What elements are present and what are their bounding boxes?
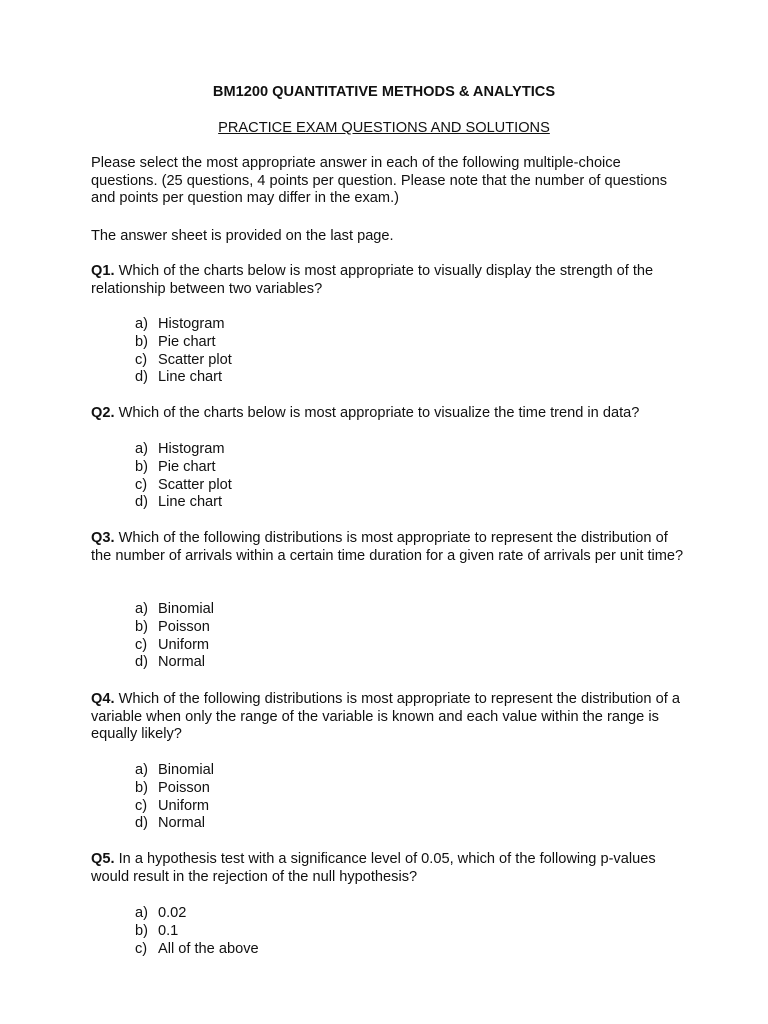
option-text: Uniform xyxy=(158,636,210,653)
option-item xyxy=(135,923,259,941)
question-number: Q1. xyxy=(91,263,115,279)
option-text: Uniform xyxy=(158,797,210,814)
option-letter: d) xyxy=(135,369,148,386)
question-number: Q5. xyxy=(91,851,115,867)
option-text: Binomial xyxy=(158,762,214,778)
option-text: Normal xyxy=(158,654,206,671)
option-letter: a) xyxy=(135,905,148,921)
option-letter: a) xyxy=(135,441,148,457)
question-text: Which of the following distributions is most appropriate to represent the distribution of the number of arrivals within a certain time duration for a given rate of arrivals per unit time? xyxy=(91,530,684,564)
question-text: In a hypothesis test with a significance level of 0.05, which of the following p-values would result in the rejection of the null hypothesis? xyxy=(91,851,656,885)
option-item xyxy=(135,459,232,477)
question-1-options xyxy=(135,316,232,387)
option-item xyxy=(135,494,232,512)
option-letter: c) xyxy=(135,940,148,957)
option-item xyxy=(135,762,214,780)
option-letter: d) xyxy=(135,494,148,511)
option-item xyxy=(135,601,214,619)
intro-paragraph: Please select the most appropriate answer in each of the following multiple-choice questions. (25 questions, 4 points per question. Please note that the number of questions and points per question may differ in the exam.) xyxy=(91,155,668,207)
option-text: Scatter plot xyxy=(158,351,232,368)
option-text: Poisson xyxy=(158,779,210,796)
option-text: Pie chart xyxy=(158,333,216,350)
option-letter: b) xyxy=(135,618,148,635)
option-text: Line chart xyxy=(158,494,223,511)
question-2-options xyxy=(135,441,232,512)
option-item xyxy=(135,477,232,495)
option-letter: a) xyxy=(135,762,148,778)
question-5 xyxy=(91,851,691,886)
question-3-options xyxy=(135,601,214,672)
option-letter: c) xyxy=(135,636,148,653)
option-item xyxy=(135,637,214,655)
option-letter: b) xyxy=(135,922,148,939)
option-item xyxy=(135,654,214,672)
question-2 xyxy=(91,405,691,423)
option-item xyxy=(135,780,214,798)
option-text: Binomial xyxy=(158,601,214,617)
option-text: Histogram xyxy=(158,316,225,332)
question-3 xyxy=(91,530,691,565)
question-1 xyxy=(91,263,691,298)
option-item xyxy=(135,316,232,334)
option-letter: d) xyxy=(135,815,148,832)
option-text: Line chart xyxy=(158,369,223,386)
option-item xyxy=(135,619,214,637)
option-letter: c) xyxy=(135,476,148,493)
option-item xyxy=(135,334,232,352)
option-text: Scatter plot xyxy=(158,476,232,493)
document-title: BM1200 QUANTITATIVE METHODS & ANALYTICS xyxy=(212,84,556,100)
option-letter: a) xyxy=(135,601,148,617)
option-item xyxy=(135,798,214,816)
option-text: 0.1 xyxy=(158,922,179,939)
option-letter: d) xyxy=(135,654,148,671)
question-number: Q4. xyxy=(91,691,115,707)
option-letter: b) xyxy=(135,333,148,350)
question-text: Which of the following distributions is most appropriate to represent the distribution of a variable when only the range of the variable is known and each value within the range is equally likely? xyxy=(91,691,680,743)
option-item xyxy=(135,815,214,833)
option-item xyxy=(135,352,232,370)
option-item xyxy=(135,369,232,387)
option-letter: c) xyxy=(135,797,148,814)
question-text: Which of the charts below is most appropriate to visually display the strength of the relationship between two variables? xyxy=(91,263,654,297)
option-text: Pie chart xyxy=(158,458,216,475)
document-subtitle: PRACTICE EXAM QUESTIONS AND SOLUTIONS xyxy=(218,120,550,136)
option-text: Normal xyxy=(158,815,206,832)
question-number: Q3. xyxy=(91,530,115,546)
question-text: Which of the charts below is most appropriate to visualize the time trend in data? xyxy=(118,405,640,421)
option-text: Histogram xyxy=(158,441,225,457)
option-text: Poisson xyxy=(158,618,210,635)
option-letter: a) xyxy=(135,316,148,332)
option-letter: c) xyxy=(135,351,148,368)
option-letter: b) xyxy=(135,458,148,475)
question-5-options xyxy=(135,905,259,958)
question-4-options xyxy=(135,762,214,833)
option-item xyxy=(135,441,232,459)
question-4 xyxy=(91,691,691,744)
question-number: Q2. xyxy=(91,405,115,421)
option-letter: b) xyxy=(135,779,148,796)
option-item xyxy=(135,905,259,923)
option-text: 0.02 xyxy=(158,905,187,921)
option-text: All of the above xyxy=(158,940,259,957)
option-item xyxy=(135,941,259,959)
answer-sheet-note: The answer sheet is provided on the last page. xyxy=(91,228,394,244)
